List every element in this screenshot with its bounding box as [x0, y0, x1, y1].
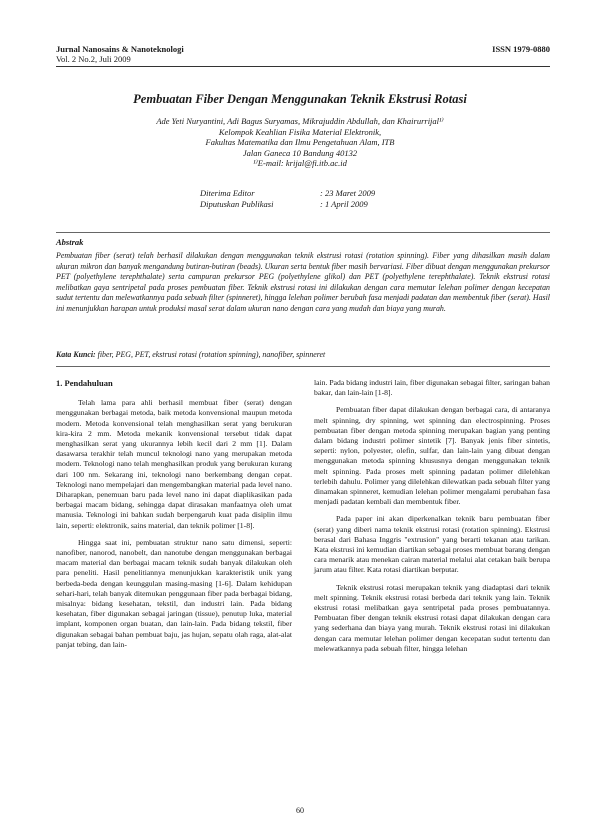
body-paragraph: Telah lama para ahli berhasil membuat fiber (serat) dengan menggunakan berbagai metoda, baik metoda konvensional maupun metoda modern. Metoda konvensional telah menghasilkan serat yang berukuran kira-kira 2 mm. Metoda mekanik konvensional tersebut tidak dapat menghasilkan serat yang ukurannya lebih kecil dari 2 mm [1]. Dalam dasawarsa terakhir telah muncul teknologi nano yang merupakan metoda modern. Teknologi nano telah menghasilkan produk yang berukuran kurang dari 100 nm. Sekarang ini, teknologi nano berkembang dengan cepat. Teknologi nano mempelajari dan mengembangkan material pada level nano. Diharapkan, penemuan baru pada level nano ini dapat diaplikasikan pada berbagai macam bidang, sehingga dapat dirasakan manfaatnya oleh umat manusia. Teknologi ini bahkan sudah berpengaruh kuat pada disiplin ilmu lain, seperti: elektronik, sains material, dan teknik polimer [1-8]. [56, 398, 292, 530]
abstract-text: Pembuatan fiber (serat) telah berhasil dilakukan dengan menggunakan teknik ekstrusi rotasi (rotation spinning). Fiber yang dihasilkan masih dalam ukuran mikron dan banyak mengandung butiran-butiran (beads). Ukuran serta bentuk fiber masih bervariasi. Fiber dibuat dengan menggunakan prekursor PET (polyethylene terephthalate) serta campuran prekursor PEG (polyethylene glikol) dan PET (polyethylene terephthalate). Teknik ekstrusi rotasi melibatkan gaya sentripetal pada proses pembuatan fiber. Teknik ekstrusi rotasi ini dilakukan dengan cara memutar lelehan polimer dengan kecepatan sudut tertentu dan melewatkannya pada sebuah filter (spinneret), hingga lelehan polimer berubah fasa menjadi padatan dan membentuk fiber (serat). Hasil ini menunjukkan harapan untuk produksi masal serat dalam ukuran nano dengan cara yang mudah dan biaya yang murah. [56, 251, 550, 313]
body-paragraph: lain. Pada bidang industri lain, fiber digunakan sebagai filter, saringan bahan bakar, dan lain-lain [1-8]. [314, 378, 551, 398]
keywords [56, 350, 550, 360]
right-column [314, 378, 550, 661]
submission-dates [200, 188, 440, 210]
body-paragraph: Pembuatan fiber dapat dilakukan dengan berbagai cara, di antaranya melt spinning, dry spinning, wet spinning dan electrospinning. Proses pembuatan fiber dengan metoda spinning merupakan bagian yang penting dalam bidang industri polimer sintetik [7]. Banyak jenis fiber sintetis, seperti: nylon, polyester, olefin, sulfar, dan lain-lain yang dibuat dengan menggunakan metoda spinning khususnya dengan menggunakan teknik melt spinning. Pada proses melt spinning padatan polimer dilelehkan terlebih dahulu. Polimer yang dilelehkan dilewatkan pada sebuah filter yang dinamakan spinneret, kemudian lelehan polimer mengalami perubahan fasa menjadi padatan kembali dan membentuk fiber. [314, 405, 550, 507]
body-paragraph: Teknik ekstrusi rotasi merupakan teknik yang diadaptasi dari teknik melt spinning. Teknik ekstrusi rotasi berbeda dari teknik yang lain. Teknik ekstrusi rotasi melibatkan gaya sentripetal pada proses pembuatannya. Pembuatan fiber dengan teknik ekstrusi rotasi dapat dilakukan dengan cara yang sederhana dan biaya yang murah. Teknik ekstrusi rotasi ini dilakukan dengan cara memutar lelehan polimer dengan kecepatan sudut tertentu dan melewatkannya pada sebuah filter, hingga lelehan [314, 582, 550, 653]
header-divider [56, 66, 550, 67]
section-heading: 1. Pendahuluan [56, 378, 113, 388]
affiliation-group: Kelompok Keahlian Fisika Material Elektronik, [218, 126, 382, 137]
abstract-divider-top [56, 232, 550, 233]
affiliation-faculty: Fakultas Matematika dan Ilmu Pengetahuan Alam, ITB [205, 137, 395, 147]
journal-name: Jurnal Nanosains & Nanoteknologi [56, 44, 184, 54]
paper-title: Pembuatan Fiber Dengan Menggunakan Teknik Ekstrusi Rotasi [133, 92, 467, 106]
issn: ISSN 1979-0880 [492, 44, 550, 54]
author-email: ¹⁾E-mail: krijal@fi.itb.ac.id [253, 158, 347, 168]
published-date: : 1 April 2009 [320, 199, 368, 209]
author-list: Ade Yeti Nuryantini, Adi Bagus Suryamas, Mikrajuddin Abdullah, dan Khairurrijal¹⁾ [156, 116, 444, 126]
keywords-text: fiber, PEG, PET, ekstrusi rotasi (rotation spinning), nanofiber, spinneret [95, 350, 326, 359]
journal-volume: Vol. 2 No.2, Juli 2009 [56, 54, 131, 64]
running-header [56, 44, 184, 64]
body-paragraph: Pada paper ini akan diperkenalkan teknik baru pembuatan fiber (serat) yang diberi nama teknik ekstrusi rotasi (rotation spinning). Ekstrusi berasal dari Bahasa Inggris "extrusion" yang berarti tekanan atau tarikan. Kata ekstrusi ini kemudian diartikan sebagai proses membuat barang dengan cara menarik atau menekan cairan material melalui alat cetakan baik berupa jarum atau filter. Kata rotasi diartikan berputar. [314, 514, 550, 575]
keywords-label: Kata Kunci: [56, 350, 96, 359]
received-label: Diterima Editor [200, 188, 255, 198]
affiliation-address: Jalan Ganeca 10 Bandung 40132 [242, 147, 358, 158]
abstract-heading: Abstrak [56, 237, 84, 247]
page-number: 60 [296, 806, 304, 815]
received-date: : 23 Maret 2009 [320, 188, 376, 198]
left-column [56, 378, 292, 657]
published-label: Diputuskan Publikasi [200, 199, 274, 209]
abstract-divider-bottom [56, 366, 550, 367]
author-affiliation-block [0, 116, 600, 169]
body-paragraph: Hingga saat ini, pembuatan struktur nano satu dimensi, seperti: nanofiber, nanorod, nanobelt, dan nanotube dengan menggunakan berbagai macam material dan berbagai macam teknik sudah banyak dilakukan oleh para peneliti. Hasil penelitiannya menunjukkan karakteristik unik yang berbeda-beda dengan keunggulan masing-masing [1-6]. Dalam kehidupan sehari-hari, telah banyak ditemukan penggunaan fiber pada berbagai bidang, misalnya: bidang kesehatan, tekstil, dan industri lain. Pada bidang kesehatan, fiber digunakan sebagai jaringan (tissue), penutup luka, material implant, komponen organ buatan, dan lain-lain. Pada bidang tekstil, fiber digunakan sebagai bahan pembuat baju, jas hujan, sepatu olah raga, alat-alat panjat tebing, dan lain- [56, 537, 292, 649]
